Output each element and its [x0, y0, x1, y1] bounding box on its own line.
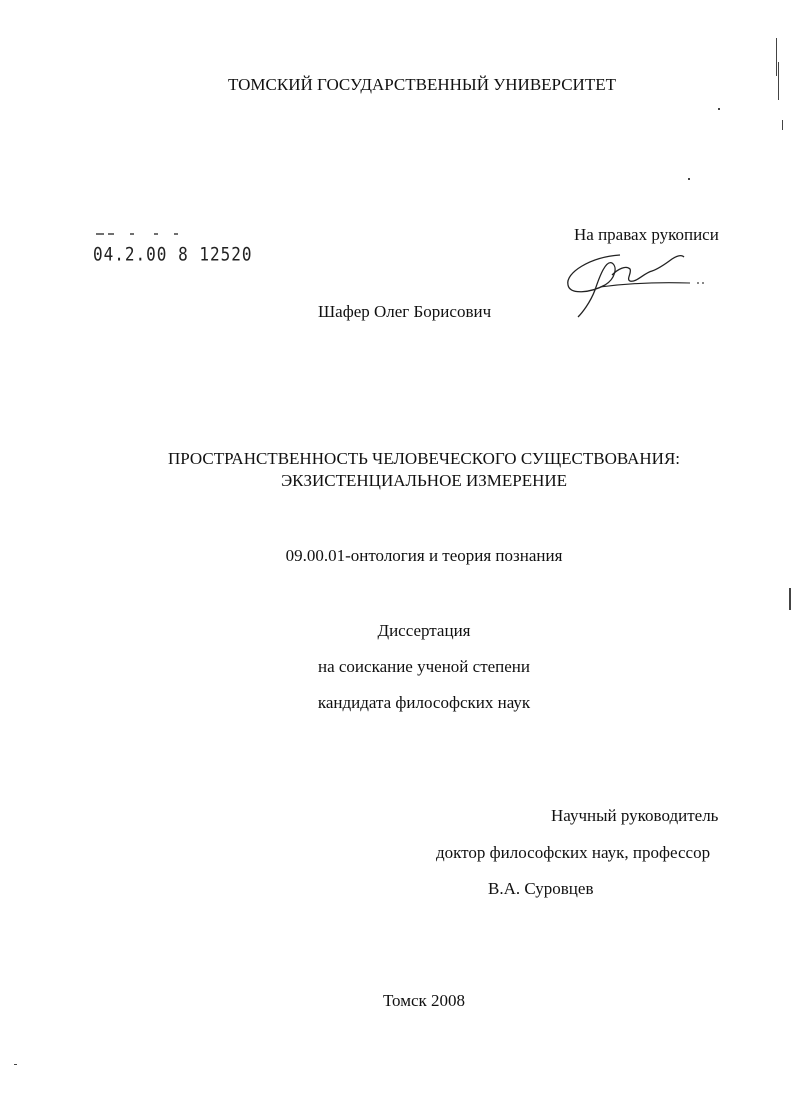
degree-name: кандидата философских наук: [317, 693, 531, 712]
dissertation-title-line-2: ЭКЗИСТЕНЦИАЛЬНОЕ ИЗМЕРЕНИЕ: [280, 471, 568, 490]
stamp-top-marks: [96, 232, 196, 236]
scan-artifact-mark: [778, 62, 779, 100]
dissertation-title-line-1: ПРОСТРАНСТВЕННОСТЬ ЧЕЛОВЕЧЕСКОГО СУЩЕСТВОВАНИЯ:: [167, 449, 681, 468]
dissertation-label: Диссертация: [377, 621, 471, 640]
scan-artifact-mark: [789, 588, 791, 610]
supervisor-name: В.А. Суровцев: [488, 879, 594, 898]
manuscript-note: На правах рукописи: [574, 225, 719, 244]
university-name: ТОМСКИЙ ГОСУДАРСТВЕННЫЙ УНИВЕРСИТЕТ: [228, 75, 616, 94]
registration-stamp-number: 04.2.00 8 12520: [93, 243, 253, 265]
author-name: Шафер Олег Борисович: [318, 302, 492, 321]
scan-artifact-mark: [782, 120, 783, 130]
scan-artifact-mark: [718, 108, 720, 110]
handwritten-signature: [560, 245, 710, 320]
scan-artifact-mark: [14, 1064, 17, 1065]
scan-artifact-mark: [688, 178, 690, 180]
degree-application: на соискание ученой степени: [317, 657, 531, 676]
supervisor-degree: доктор философских наук, профессор: [436, 843, 711, 862]
city-and-year: Томск 2008: [382, 991, 466, 1010]
supervisor-title: Научный руководитель: [551, 806, 719, 825]
specialty-code: 09.00.01-онтология и теория познания: [285, 546, 563, 565]
scan-artifact-mark: [776, 38, 777, 76]
